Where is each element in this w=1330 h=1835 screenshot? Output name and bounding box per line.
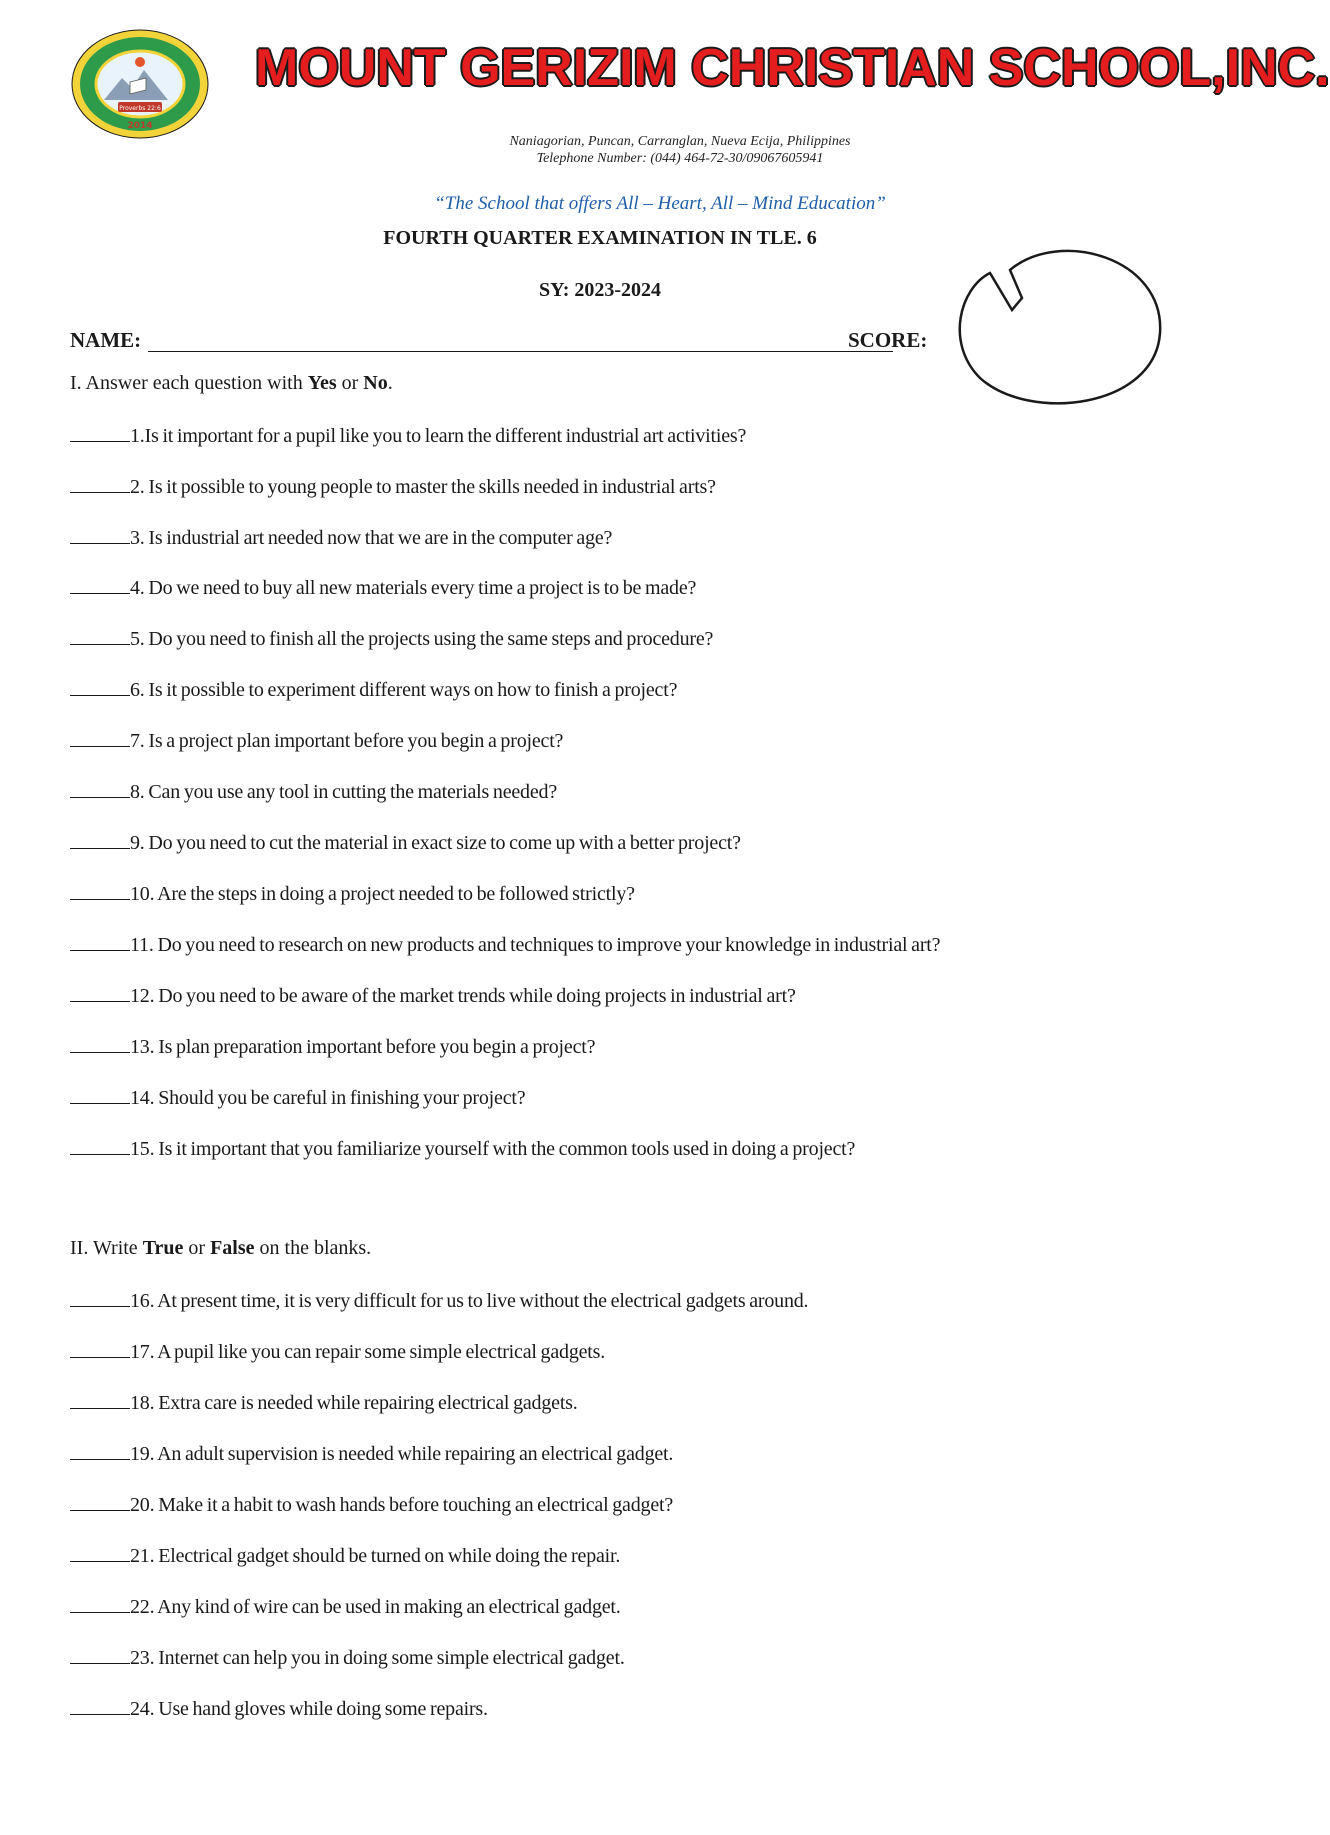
telephone-line: Telephone Number: (044) 464-72-30/09067605941 [536,151,824,166]
svg-text:Proverbs 22:6: Proverbs 22:6 [119,105,161,112]
answer-blank[interactable] [70,575,130,594]
question-item [70,626,713,651]
answer-blank[interactable] [70,932,130,951]
question-item [70,1085,525,1110]
answer-blank[interactable] [70,1034,130,1053]
answer-blank[interactable] [70,677,130,696]
school-seal-logo-icon [70,28,210,140]
question-item [70,881,635,906]
part1-instruction [70,372,393,395]
answer-blank[interactable] [70,830,130,849]
name-label: NAME: [70,328,142,352]
question-item [70,1339,605,1364]
yes-word: Yes [307,372,337,394]
question-text: 21. Electrical gadget should be turned on while doing the repair. [130,1545,621,1567]
answer-blank[interactable] [70,1441,130,1460]
answer-blank[interactable] [70,1492,130,1511]
question-item [70,1645,625,1670]
answer-blank[interactable] [70,1645,130,1664]
svg-text:2014: 2014 [127,121,153,131]
instruction-text: I. Answer each question with [70,372,308,394]
score-circle-shape [950,238,1170,416]
question-item [70,1136,855,1161]
question-text: 24. Use hand gloves while doing some repairs. [130,1698,488,1720]
question-item [70,423,746,448]
question-text: 8. Can you use any tool in cutting the materials needed? [130,781,558,803]
answer-blank[interactable] [70,983,130,1002]
question-item [70,1696,488,1721]
question-text: 4. Do we need to buy all new materials every time a project is to be made? [130,577,697,599]
question-item [70,575,696,600]
school-name: MOUNT GERIZIM CHRISTIAN SCHOOL,INC. [255,39,1330,97]
question-text: 18. Extra care is needed while repairing electrical gadgets. [130,1392,578,1414]
instruction-suffix: . [387,372,393,394]
question-text: 12. Do you need to be aware of the market trends while doing projects in industrial art? [130,985,796,1007]
question-text: 6. Is it possible to experiment different ways on how to finish a project? [130,679,678,701]
question-text: 7. Is a project plan important before you begin a project? [130,730,564,752]
question-text: 2. Is it possible to young people to master the skills needed in industrial arts? [130,476,716,498]
question-item [70,1390,578,1415]
answer-blank[interactable] [70,423,130,442]
question-text: 9. Do you need to cut the material in exact size to come up with a better project? [130,832,741,854]
name-field-line[interactable] [148,351,893,352]
or-word: or [183,1237,211,1259]
or-word: or [336,372,364,394]
instruction-suffix: on the blanks. [254,1237,372,1259]
answer-blank[interactable] [70,1136,130,1155]
question-text: 17. A pupil like you can repair some simple electrical gadgets. [130,1341,606,1363]
question-item [70,932,940,957]
question-text: 5. Do you need to finish all the projects using the same steps and procedure? [130,628,714,650]
address-line: Naniagorian, Puncan, Carranglan, Nueva Ecija, Philippines [509,134,851,149]
question-text: 22. Any kind of wire can be used in making an electrical gadget. [130,1596,621,1618]
question-item [70,1288,808,1313]
instruction-text: II. Write [70,1237,143,1259]
part2-instruction [70,1237,371,1260]
true-word: True [142,1237,184,1259]
school-year: SY: 2023-2024 [538,279,662,301]
question-text: 23. Internet can help you in doing some simple electrical gadget. [130,1647,625,1669]
answer-blank[interactable] [70,525,130,544]
school-motto: “The School that offers All – Heart, All – Mind Education” [434,193,886,214]
answer-blank[interactable] [70,881,130,900]
question-item [70,1441,673,1466]
no-word: No [363,372,388,394]
answer-blank[interactable] [70,1085,130,1104]
question-item [70,830,741,855]
question-text: 1.Is it important for a pupil like you to learn the different industrial art activities? [130,425,747,447]
question-text: 16. At present time, it is very difficult for us to live without the electrical gadgets around. [130,1290,809,1312]
question-item [70,677,677,702]
question-item [70,728,563,753]
question-item [70,1492,673,1517]
question-text: 20. Make it a habit to wash hands before touching an electrical gadget? [130,1494,674,1516]
false-word: False [210,1237,255,1259]
name-row [70,328,930,354]
question-item [70,1594,621,1619]
question-item [70,1543,620,1568]
answer-blank[interactable] [70,474,130,493]
question-text: 19. An adult supervision is needed while repairing an electrical gadget. [130,1443,674,1465]
question-item [70,525,612,550]
question-item [70,983,796,1008]
answer-blank[interactable] [70,1543,130,1562]
answer-blank[interactable] [70,728,130,747]
school-address [460,133,900,167]
question-text: 11. Do you need to research on new products and techniques to improve your knowledge in industrial art? [130,934,941,956]
question-text: 14. Should you be careful in finishing your project? [130,1087,526,1109]
question-text: 10. Are the steps in doing a project needed to be followed strictly? [130,883,635,905]
question-item [70,1034,595,1059]
answer-blank[interactable] [70,1339,130,1358]
exam-title: FOURTH QUARTER EXAMINATION IN TLE. 6 [383,227,817,249]
answer-blank[interactable] [70,1594,130,1613]
question-item [70,474,716,499]
answer-blank[interactable] [70,1390,130,1409]
answer-blank[interactable] [70,626,130,645]
score-label: SCORE: [848,328,928,352]
question-text: 13. Is plan preparation important before you begin a project? [130,1036,596,1058]
question-item [70,779,557,804]
question-text: 3. Is industrial art needed now that we are in the computer age? [130,527,613,549]
answer-blank[interactable] [70,1696,130,1715]
answer-blank[interactable] [70,1288,130,1307]
question-text: 15. Is it important that you familiarize yourself with the common tools used in doing a project? [130,1138,856,1160]
answer-blank[interactable] [70,779,130,798]
